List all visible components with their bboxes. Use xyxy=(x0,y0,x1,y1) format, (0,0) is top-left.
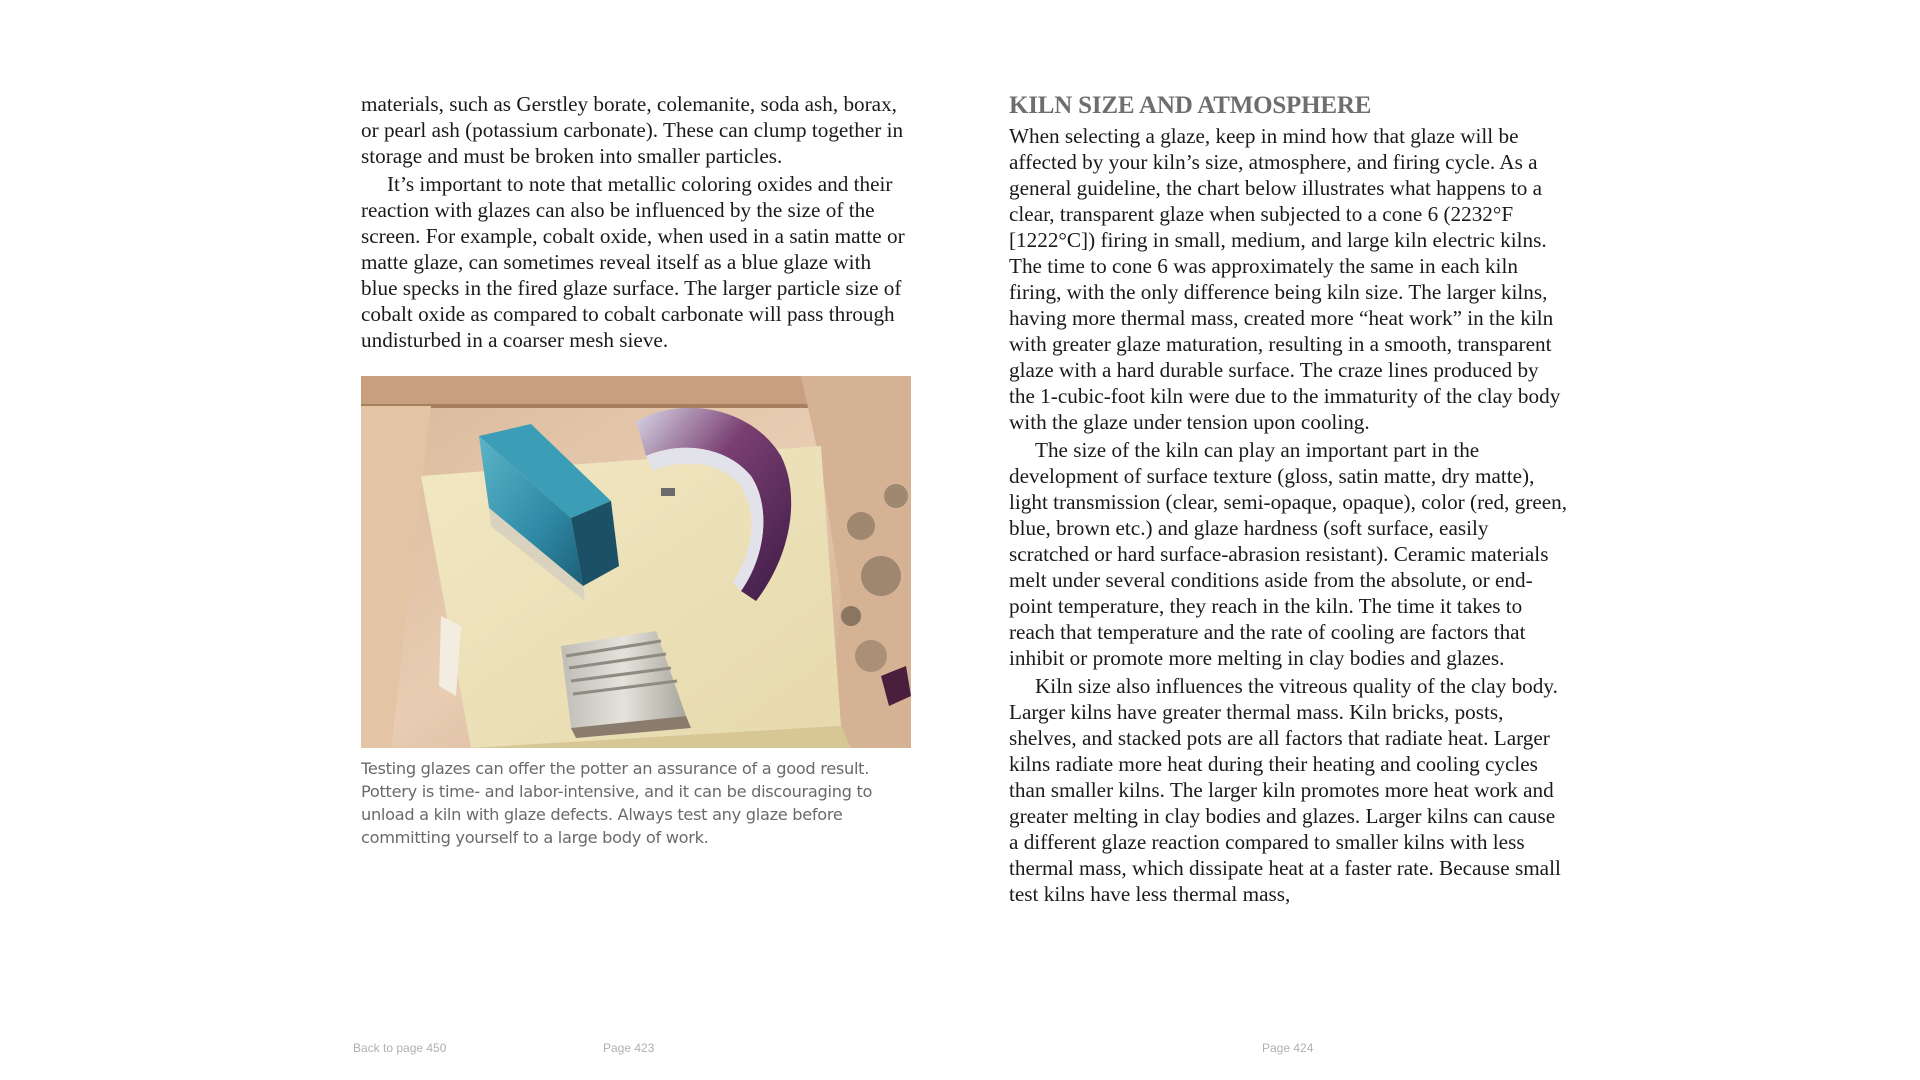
left-page-number: Page 423 xyxy=(603,1041,655,1055)
right-paragraph-1: When selecting a glaze, keep in mind how that glaze will be affected by your kiln’s size, atmosphere, and firing cycle. As a general guideline, the chart below illustrates what happens to a clear, transparent glaze when subjected to a cone 6 (2232°F [1222°C]) firing in small, medium, and large kiln electric kilns. The time to cone 6 was approximately the same in each kiln firing, with the only difference being kiln size. The larger kilns, having more thermal mass, created more “heat work” in the kiln with greater glaze maturation, resulting in a smooth, transparent glaze with a hard durable surface. The craze lines produced by the 1-cubic-foot kiln were due to the immaturity of the clay body with the glaze under tension upon cooling. xyxy=(1009,124,1561,434)
back-to-page-link[interactable]: Back to page 450 xyxy=(353,1041,447,1055)
right-page-number: Page 424 xyxy=(1262,1041,1314,1055)
left-paragraph-1: materials, such as Gerstley borate, colemanite, soda ash, borax, or pearl ash (potassium carbonate). These can clump together in storage and must be broken into smaller particles. xyxy=(361,92,904,168)
right-page-body xyxy=(1009,91,1569,909)
left-paragraph-2: It’s important to note that metallic coloring oxides and their reaction with glazes can also be influenced by the size of the screen. For example, cobalt oxide, when used in a satin matte or matte glaze, can sometimes reveal itself as a blue glaze with blue specks in the fired glaze surface. The larger particle size of cobalt oxide as compared to cobalt carbonate will pass through undisturbed in a coarser mesh sieve. xyxy=(361,172,905,352)
right-paragraph-3: Kiln size also influences the vitreous quality of the clay body. Larger kilns have greater thermal mass. Kiln bricks, posts, shelves, and stacked pots are all factors that radiate heat. Larger kilns radiate more heat during their heating and cooling cycles than smaller kilns. The larger kiln promotes more heat work and greater melting in clay bodies and glazes. Larger kilns can cause a different glaze reaction compared to smaller kilns with less thermal mass, which dissipate heat at a faster rate. Because small test kilns have less thermal mass, xyxy=(1009,674,1561,906)
photo-caption: Testing glazes can offer the potter an assurance of a good result. Pottery is time- and labor-intensive, and it can be discouraging to unload a kiln with glaze defects. Always test any glaze before committing yourself to a large body of work. xyxy=(361,759,873,847)
left-page-body xyxy=(361,91,911,355)
section-heading: KILN SIZE AND ATMOSPHERE xyxy=(1009,92,1372,119)
right-paragraph-2: The size of the kiln can play an important part in the development of surface texture (gloss, satin matte, dry matte), light transmission (clear, semi-opaque, opaque), color (red, green, blue, brown etc.) and glaze hardness (soft surface, easily scratched or hard surface-abrasion resistant). Ceramic materials melt under several conditions aside from the absolute, or end-point temperature, they reach in the kiln. The time it takes to reach that temperature and the rate of cooling are factors that inhibit or promote more melting in clay bodies and glazes. xyxy=(1009,438,1568,670)
glaze-test-tiles-photo xyxy=(361,376,911,748)
